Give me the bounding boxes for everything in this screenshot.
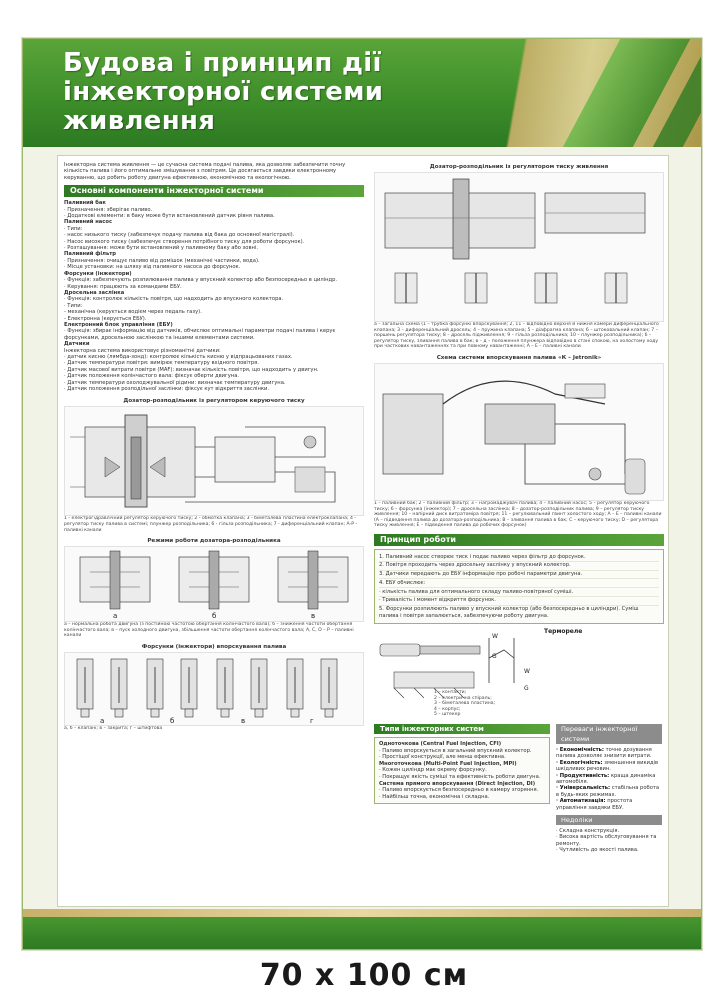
principle-item: 2. Повітря проходить через дросельну заслінку у впускний колектор. (379, 562, 659, 571)
component-line: Паливний насос (64, 219, 113, 226)
type-line: Одноточкова (Central Fuel Injection, CFI) (379, 741, 502, 747)
thermo-caption-line: 4 – корпус; (434, 706, 461, 712)
dozator1-caption: 1 - електрогідравлічний регулятор керуючого тиску; 2 - обмотка клапана; 3 - біметалева пластина електроклапана; 4 - регулятор тиску палива в системі; плунжер розподільника; 6 - гільза розподільника; 7 - диференціальний клапан; А-Р - паливні канали (64, 516, 358, 533)
advantage-item (556, 760, 662, 773)
injectors-figure (64, 652, 364, 726)
thermo-caption-line: 2 – електрична спіраль; (434, 695, 492, 701)
advantage-label: · Екологічність: (556, 759, 603, 766)
component-line: · Датчик положення колінчастого вала: фіксує оберти двигуна. (64, 373, 240, 380)
thermo-caption-line: 1 – контакти; (434, 690, 467, 695)
advantage-text: зменшення викидів шкідливих речовин. (556, 759, 659, 773)
type-line: · Найбільш точна, економічна і складна. (379, 793, 490, 800)
type-line: Система прямого впорскування (Direct Injection, DI) (379, 780, 536, 787)
advantages-heading: Переваги інжекторної системи (556, 724, 662, 744)
component-line: Паливний фільтр (64, 251, 116, 258)
mode-label-c: в (311, 612, 316, 621)
principle-item: 5. Форсунки розпилюють паливо у впускний колектор (або безпосередньо в циліндри). Суміш палива і повітря запалюється, забезпечуючи роботу двигуна. (379, 606, 639, 619)
injector-label-b: б (170, 716, 175, 725)
injector-label-d: г (310, 716, 314, 725)
component-line: Форсунки (інжектори) (64, 270, 132, 277)
component-line: · Функція: забезпечують розпилювання палива у впускний колектор або безпосередньо в циліндр. (64, 277, 338, 284)
thermo-title: Термореле (544, 628, 583, 635)
poster-header (23, 39, 701, 147)
dozator2-figure (374, 172, 664, 322)
thermo-letter-4: G (524, 685, 529, 692)
advantage-item (556, 785, 662, 798)
component-line: · Призначення: зберігає паливо. (64, 206, 153, 213)
right-column (374, 162, 664, 854)
advantage-label: · Економічність: (556, 747, 604, 753)
component-line: - механічна (керується водієм через педаль газу). (64, 309, 202, 316)
advantage-label: · Автоматизація: (556, 798, 606, 805)
component-line: · Типи: (64, 302, 83, 309)
component-line: · датчик кисню (лямбда-зонд): контролює кількість кисню у відпрацьованих газах. (64, 353, 293, 360)
principle-item: · Тривалість і момент відкриття форсунок. (379, 597, 659, 606)
type-line: · Паливо впорскується в загальний впускний колектор. (379, 747, 532, 754)
poster-title: Будова і принцип дії інжекторної системи живлення (63, 48, 384, 136)
footer-gold-line (23, 909, 701, 917)
advantage-item (556, 773, 662, 786)
principle-item: 4. ЕБУ обчислює: (379, 579, 659, 588)
left-column (64, 162, 364, 732)
component-line: · Розташування: може бути встановлений у паливному баку або зовні. (64, 245, 258, 252)
scheme-caption: 1 – паливний бак; 2 – паливний фільтр; 3 – нагромаджувач палива; 4 – паливний насос; 5 – регулятор керуючого тиску; 6 – форсунка (інжектор); 7 – дросельна заслінка; 8 – дозатор-розподільник палива; 9 – регулятор тиску живлення; 10 – напірний диск витратоміра повітря; 11 – регулювальний гвинт холостого ходу; А – Е – паливні канали (А – підведення палива до дозатора-розподільника; В – зливання палива в бак; С – керуючого тиску; D – регулятора тиску живлення; Е – підведення палива до робочих форсунок) (374, 500, 662, 529)
type-line: Многоточкова (Multi-Point Fuel Injection, MPI) (379, 760, 517, 767)
component-line: · Датчик масової витрати повітря (MAF): визначає кількість повітря, що надходить у двигун. (64, 366, 319, 373)
poster-footer (23, 909, 701, 949)
component-line: · Типи: (64, 225, 83, 232)
modes-caption: а – нормальна робота двигуна (з постійною частотою обертання колінчастого вала); б – зниження частоти обертання колінчастого вала; в – пуск холодного двигуна, збільшення частоти обертання колінчастого вала; А, С, О – Р – паливні канали (64, 622, 354, 639)
advantage-label: · Універсальність: (556, 785, 611, 792)
injectors-caption: а, б – клапані; в – закрита; г – штифтова (64, 725, 163, 731)
injectors-title: Форсунки (інжектори) впорскування палива (141, 643, 287, 650)
components-list (64, 200, 364, 392)
component-line: · Функція: контролює кількість повітря, що надходить до впускного колектора. (64, 296, 284, 303)
component-line: Дросельна заслінка (64, 289, 125, 296)
component-line: · Датчик температури повітря: вимірює температуру вхідного повітря. (64, 360, 259, 367)
dozator1-figure (64, 406, 364, 516)
scheme-drawing (375, 364, 663, 500)
component-line: · Насос високого тиску (забезпечує створення потрібного тиску для роботи форсунок). (64, 238, 305, 245)
poster (22, 38, 702, 950)
injector-label-a: а (100, 716, 105, 725)
modes-figure (64, 546, 364, 622)
advantages-list (556, 747, 662, 811)
disadvantage-item: · Складна конструкція. (556, 828, 620, 835)
principle-list (374, 549, 664, 624)
advantage-text: простота управління завдяки ЕБУ. (556, 798, 633, 811)
principle-heading: Принцип роботи (374, 534, 664, 546)
type-line: · Покращує якість суміші та ефективність роботи двигуна. (379, 773, 541, 780)
dozator2-title: Дозатор-розподільник із регулятором тиску живлення (429, 164, 609, 170)
thermo-caption (434, 690, 534, 718)
component-line: · Призначення: очищує паливо від домішок (механічні частинки, вода). (64, 257, 260, 264)
thermo-block (374, 628, 664, 720)
mode-label-a: а (113, 612, 118, 621)
mode-label-b: б (212, 612, 217, 621)
thermo-caption-line: 5 – штекер (434, 712, 461, 718)
advantage-item (556, 798, 662, 811)
bottom-right-row (374, 720, 664, 854)
dozator2-drawing (375, 173, 663, 321)
component-line: · Керування: працюють за командами ЕБУ. (64, 283, 182, 290)
types-block (374, 720, 550, 854)
advantage-text: стабільна робота в будь-яких режимах. (556, 785, 660, 798)
component-line: Паливний бак (64, 200, 106, 207)
dozator1-title: Дозатор-розподільник із регулятором керуючого тиску (123, 398, 305, 405)
component-line: · Датчик положення розподільної заслінки: фіксує кут відкриття заслінки. (64, 386, 270, 392)
component-line: · Датчик температури охолоджувальної рідини: визначає температуру двигуна. (64, 379, 286, 386)
thermo-letter-2: G (492, 653, 497, 660)
advantage-text: точне дозування палива дозволяє знизити витрати. (556, 747, 652, 760)
thermo-caption-line: 3 – біметалева пластина; (434, 701, 496, 707)
principle-item: 3. Датчики передають до ЕБУ інформацію про робочі параметри двигуна. (379, 571, 659, 580)
component-line: Інжекторна система використовує різноманітні датчики: (64, 347, 221, 354)
disadvantage-item: · Чутливість до якості палива. (556, 847, 639, 854)
type-line: · Простіщої конструкції, але менш ефективна. (379, 754, 506, 761)
dozator2-caption: а – загальна схема (1 – трубка форсункі впорскування; 2, 11 – відповідно верхня й нижня камери диференціального клапана; 3 – диференціальний дросель; 4 – пружина клапана; 5 – діафрагма клапана; 6 – штоковальний клапан; 7 – поршень регулятора тиску; 8 – дросель підживлення; 9 – гільза розподільника; 10 – плунжер розподільника); б – регулятор тиску, зливання палива в бак; в – д – положення плунжера відповідно в стані спокою, на холостому ходу при часткових навантаженнях та при повному навантаженні; А – Е – паливні канали (374, 322, 659, 350)
component-line: Датчики (64, 341, 90, 348)
size-label: 70 x 100 см (259, 958, 469, 993)
components-heading: Основні компоненти інжекторної системи (64, 185, 364, 197)
type-line: · Паливо впорскується безпосередньо в камеру згоряння. (379, 787, 539, 794)
principle-item: · кількість палива для оптимального складу паливо-повітряної суміші. (379, 588, 659, 597)
advantage-text: краща динаміка автомобіля. (556, 772, 656, 786)
modes-title: Режими роботи дозатора-розподільника (147, 538, 281, 545)
disadvantage-item: · Висока вартість обслуговування та ремонту. (556, 834, 657, 847)
principle-item: 1. Паливний насос створює тиск і подає паливо через фільтр до форсунок. (379, 553, 659, 562)
component-line: · Функція: збирає інформацію від датчиків, обчислює оптимальні параметри подачі палива і керує форсунками, дросельною заслінкою та іншими елементами системи. (64, 328, 336, 341)
thermo-letter-1: W (492, 633, 498, 640)
injector-label-c: в (241, 716, 246, 725)
component-line: - Електронна (керується ЕБУ). (64, 315, 147, 322)
thermo-letter-3: W (524, 668, 530, 675)
types-heading: Типи інжекторних систем (374, 724, 550, 734)
disadvantages-list (556, 828, 662, 854)
poster-content (57, 155, 669, 907)
component-line: · Додаткові елементи: в баку може бути встановлений датчик рівня палива. (64, 213, 275, 220)
dozator1-drawing (65, 407, 363, 515)
component-line: Електронний блок управління (ЕБУ) (64, 321, 173, 328)
advantage-label: · Продуктивність: (556, 772, 610, 779)
modes-drawing (65, 547, 363, 621)
injectors-drawing (65, 653, 363, 725)
component-line: · насос низького тиску (забезпечує подачу палива від бака до основної магістралі). (64, 232, 295, 239)
type-line: · Кожен циліндр має окрему форсунку. (379, 767, 487, 774)
scheme-figure (374, 363, 664, 501)
disadvantages-heading: Недоліки (556, 815, 662, 825)
adv-block (556, 720, 662, 854)
advantage-item (556, 747, 662, 760)
types-list (374, 737, 550, 804)
intro-text: Інжекторна система живлення — це сучасна система подачі палива, яка дозволяє забезпечити точну кількість палива і його оптимальне змішування з повітрям. Це досягається завдяки електронному керуванню, що робить роботу двигуна ефективною, економічною та екологічною. (64, 162, 346, 181)
component-line: · Місце установки: на шляху від паливного насоса до форсунок. (64, 264, 241, 271)
scheme-title: Схема системи впорскування палива «К – Jetronik» (436, 354, 602, 361)
